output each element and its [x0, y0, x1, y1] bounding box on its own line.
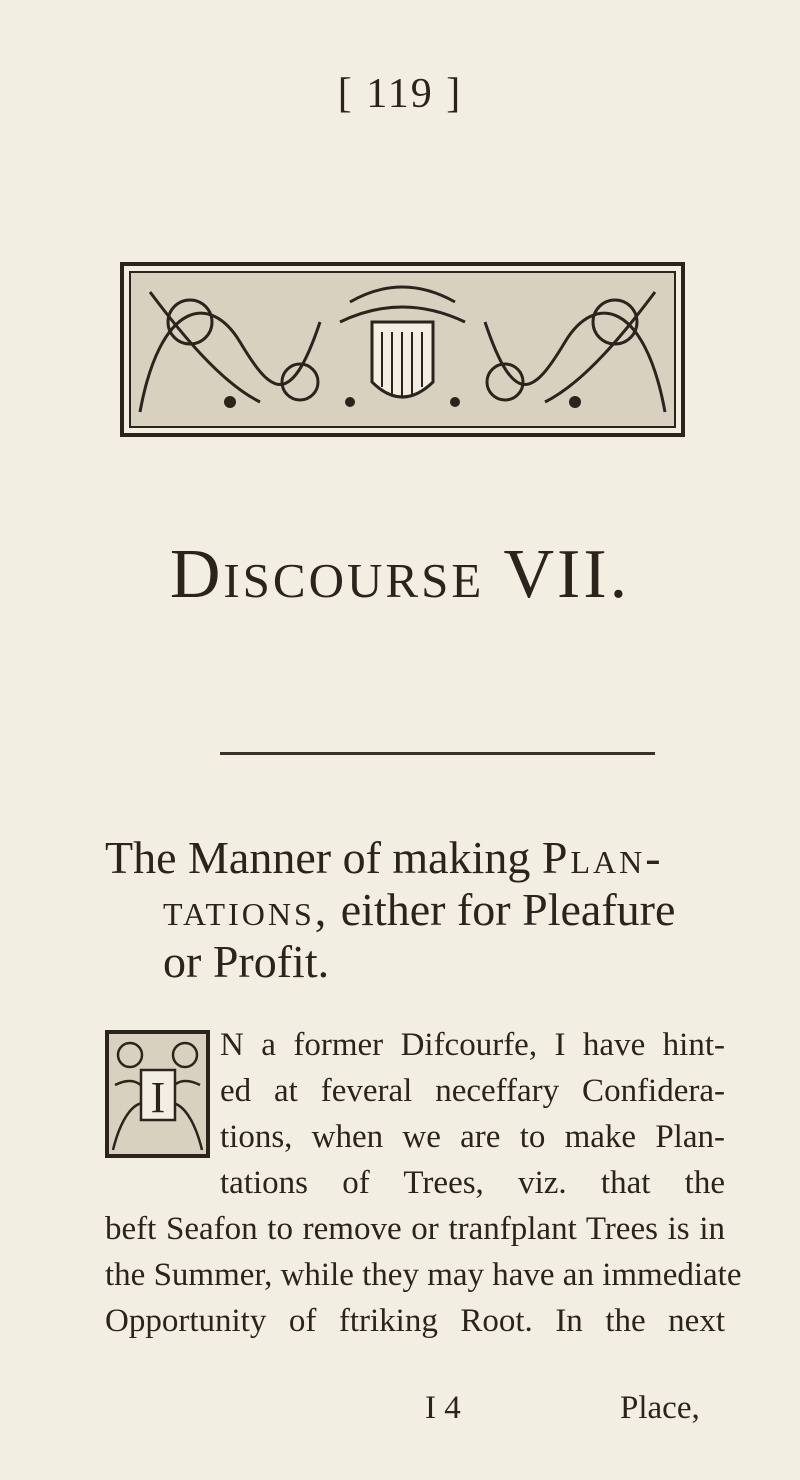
body-text — [105, 1022, 742, 1344]
signature-mark: I 4 — [425, 1390, 461, 1426]
chapter-title — [105, 832, 715, 988]
drop-cap-letter: I — [150, 1073, 166, 1122]
chapter-title-line-2 — [105, 884, 715, 936]
title-tations: tations, — [163, 884, 330, 935]
title-text-2: either for Pleafure — [329, 884, 676, 935]
chapter-title-line-1 — [105, 832, 715, 884]
body-line-3: tions, when we are to make Plan- — [220, 1119, 725, 1155]
body-line-5: beft Seafon to remove or tranfplant Trees is in — [105, 1211, 725, 1247]
body-line-1: N a former Difcourfe, I have hint- — [220, 1027, 725, 1063]
title-rule — [220, 752, 655, 755]
body-line-4: tations of Trees, viz. that the — [220, 1165, 725, 1201]
body-line-7: Opportunity of ftriking Root. In the next — [105, 1303, 725, 1339]
body-line-6: the Summer, while they may have an immediate — [105, 1257, 742, 1293]
title-plan: Plan- — [541, 832, 664, 883]
page-number: [ 119 ] — [337, 71, 463, 117]
ornamental-headpiece — [120, 262, 685, 437]
discourse-title: Discourse VII. — [169, 536, 631, 613]
headpiece-ornament-icon — [120, 262, 685, 437]
title-text-1: The Manner of making — [105, 832, 542, 883]
catchword: Place, — [620, 1390, 700, 1426]
page-footer — [0, 1390, 800, 1436]
body-line-2: ed at feveral neceffary Confidera- — [220, 1073, 725, 1109]
chapter-title-line-3: or Profit. — [163, 936, 330, 987]
